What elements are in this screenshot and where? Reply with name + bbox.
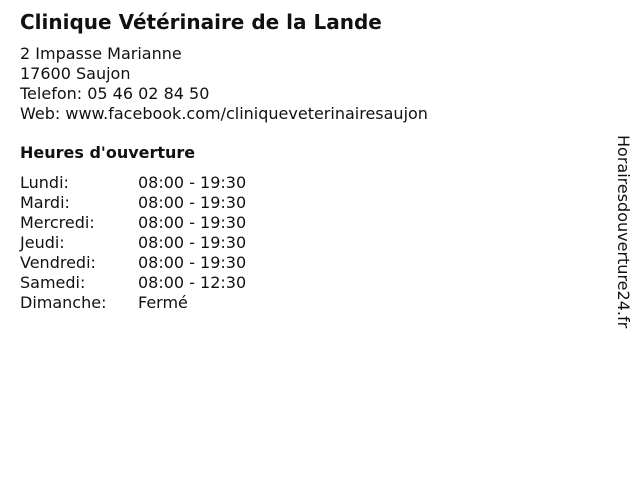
hours-day-tuesday: Mardi: [20,193,70,212]
hours-day-friday: Vendredi: [20,253,96,272]
web-line: Web: www.facebook.com/cliniqueveterinairesaujon [20,104,428,123]
hours-day-monday: Lundi: [20,173,69,192]
hours-time-monday: 08:00 - 19:30 [138,173,247,192]
phone-line: Telefon: 05 46 02 84 50 [20,84,210,103]
hours-day-saturday: Samedi: [20,273,86,292]
city-postal: 17600 Saujon [20,64,131,83]
opening-hours-title: Heures d'ouverture [20,143,196,162]
hours-time-thursday: 08:00 - 19:30 [138,233,247,252]
street-address: 2 Impasse Marianne [20,44,182,63]
hours-time-tuesday: 08:00 - 19:30 [138,193,247,212]
site-watermark: Horairesdouverture24.fr [614,135,633,329]
hours-time-friday: 08:00 - 19:30 [138,253,247,272]
clinic-name: Clinique Vétérinaire de la Lande [20,10,382,34]
clinic-card [20,10,600,313]
hours-day-sunday: Dimanche: [20,293,107,312]
hours-day-wednesday: Mercredi: [20,213,95,232]
address-block [20,44,600,124]
opening-hours-table [20,173,600,313]
hours-time-wednesday: 08:00 - 19:30 [138,213,247,232]
hours-day-thursday: Jeudi: [20,233,65,252]
hours-time-sunday: Fermé [138,293,188,312]
hours-time-saturday: 08:00 - 12:30 [138,273,247,292]
